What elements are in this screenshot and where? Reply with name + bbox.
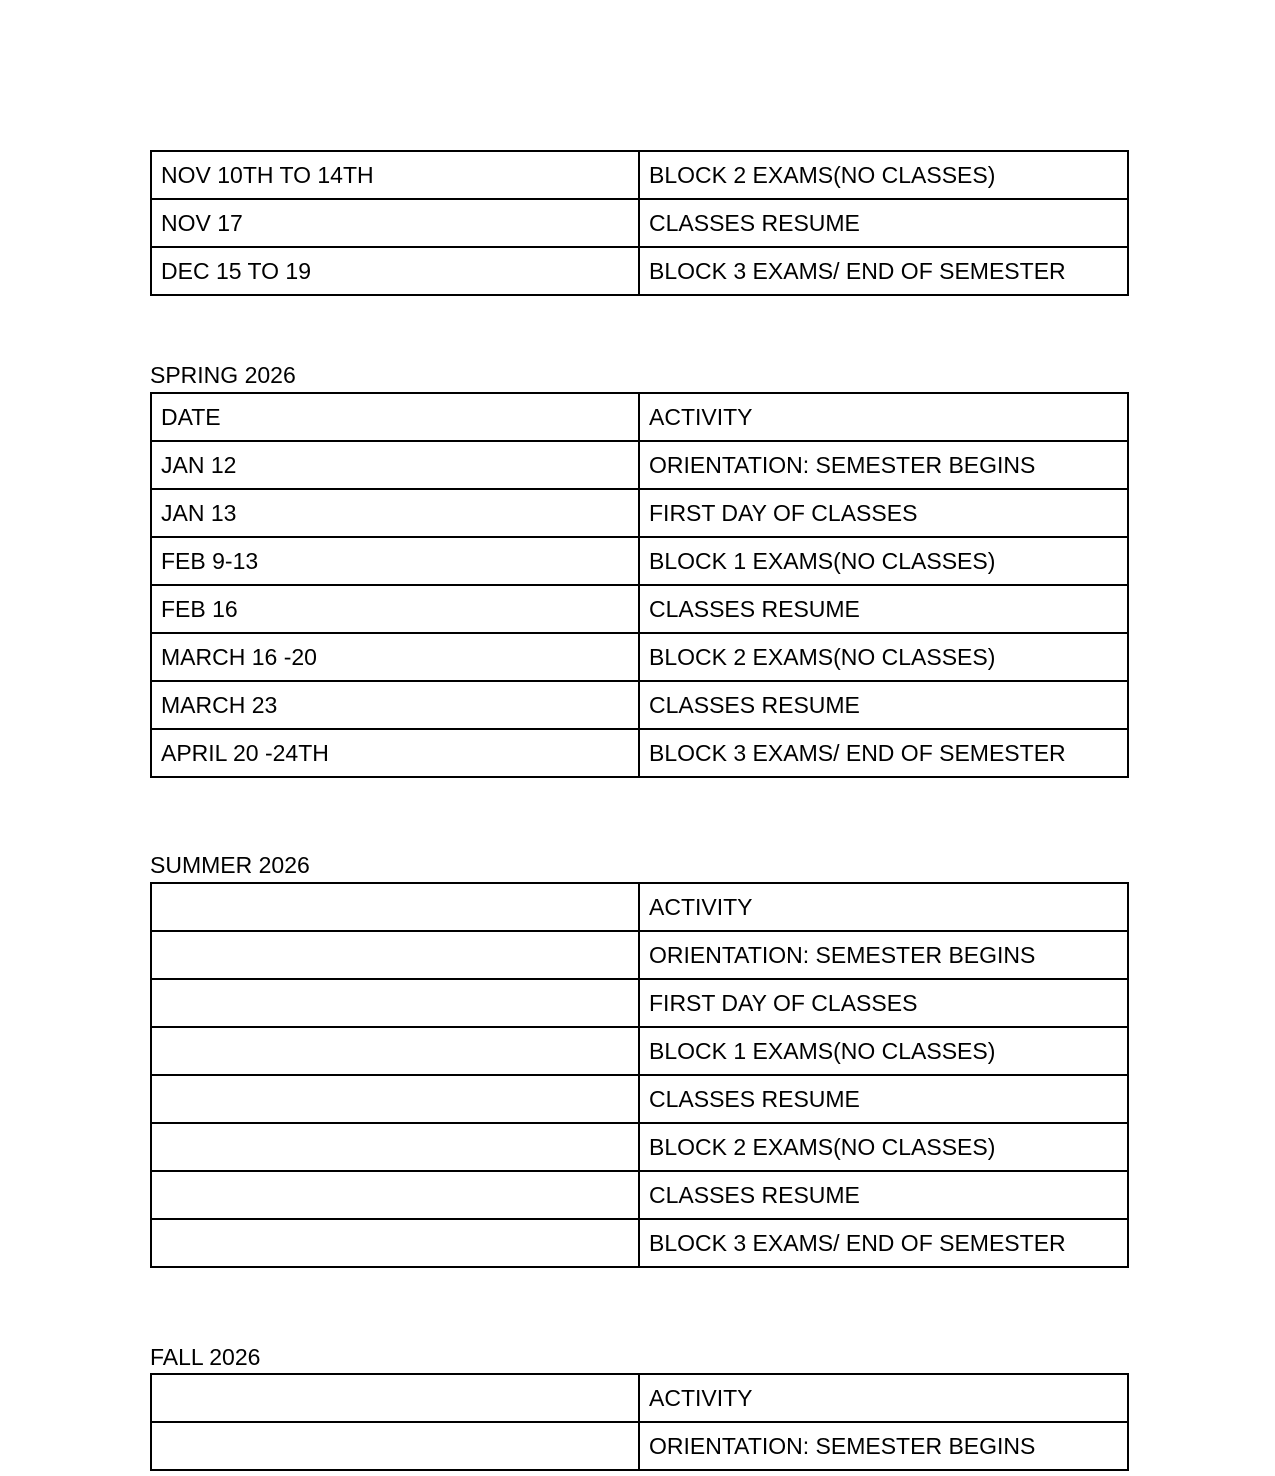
spring-2026-table <box>150 392 1129 778</box>
date-cell: MARCH 16 -20 <box>151 633 639 681</box>
activity-cell: CLASSES RESUME <box>639 585 1128 633</box>
activity-cell: BLOCK 2 EXAMS(NO CLASSES) <box>639 151 1128 199</box>
date-cell: NOV 10TH TO 14TH <box>151 151 639 199</box>
table-row <box>151 729 1128 777</box>
table-row <box>151 681 1128 729</box>
table-row <box>151 1075 1128 1123</box>
section-title: SPRING 2026 <box>150 362 296 388</box>
table-row <box>151 931 1128 979</box>
table-row <box>151 1123 1128 1171</box>
date-cell <box>151 979 639 1027</box>
activity-cell: CLASSES RESUME <box>639 1075 1128 1123</box>
activity-cell: BLOCK 2 EXAMS(NO CLASSES) <box>639 1123 1128 1171</box>
date-cell <box>151 1422 639 1470</box>
date-cell: MARCH 23 <box>151 681 639 729</box>
date-header <box>151 883 639 931</box>
activity-cell: FIRST DAY OF CLASSES <box>639 489 1128 537</box>
activity-header: ACTIVITY <box>639 1374 1128 1422</box>
activity-cell: ORIENTATION: SEMESTER BEGINS <box>639 931 1128 979</box>
fall-2025-table <box>150 150 1129 296</box>
table-header-row <box>151 883 1128 931</box>
activity-cell: BLOCK 2 EXAMS(NO CLASSES) <box>639 633 1128 681</box>
fall-2026-table <box>150 1373 1129 1471</box>
date-cell: FEB 16 <box>151 585 639 633</box>
activity-cell: ORIENTATION: SEMESTER BEGINS <box>639 1422 1128 1470</box>
table-row <box>151 633 1128 681</box>
table-row <box>151 1171 1128 1219</box>
date-cell <box>151 1171 639 1219</box>
table-header-row <box>151 393 1128 441</box>
summer-2026-table <box>150 882 1129 1268</box>
activity-cell: BLOCK 3 EXAMS/ END OF SEMESTER <box>639 1219 1128 1267</box>
table-row <box>151 441 1128 489</box>
date-cell <box>151 1027 639 1075</box>
date-header: DATE <box>151 393 639 441</box>
table-header-row <box>151 1374 1128 1422</box>
date-cell <box>151 931 639 979</box>
activity-header: ACTIVITY <box>639 393 1128 441</box>
date-cell <box>151 1075 639 1123</box>
table-row <box>151 151 1128 199</box>
date-cell: DEC 15 TO 19 <box>151 247 639 295</box>
activity-cell: BLOCK 3 EXAMS/ END OF SEMESTER <box>639 247 1128 295</box>
table-row <box>151 979 1128 1027</box>
activity-cell: CLASSES RESUME <box>639 681 1128 729</box>
section-title: FALL 2026 <box>150 1344 261 1370</box>
activity-cell: BLOCK 1 EXAMS(NO CLASSES) <box>639 537 1128 585</box>
date-cell: JAN 12 <box>151 441 639 489</box>
activity-cell: BLOCK 1 EXAMS(NO CLASSES) <box>639 1027 1128 1075</box>
table-row <box>151 1219 1128 1267</box>
activity-cell: FIRST DAY OF CLASSES <box>639 979 1128 1027</box>
section-title: SUMMER 2026 <box>150 852 310 878</box>
date-cell: FEB 9-13 <box>151 537 639 585</box>
table-row <box>151 537 1128 585</box>
date-cell <box>151 1219 639 1267</box>
table-row <box>151 1027 1128 1075</box>
activity-cell: CLASSES RESUME <box>639 199 1128 247</box>
date-cell: APRIL 20 -24TH <box>151 729 639 777</box>
activity-cell: BLOCK 3 EXAMS/ END OF SEMESTER <box>639 729 1128 777</box>
activity-cell: ORIENTATION: SEMESTER BEGINS <box>639 441 1128 489</box>
table-row <box>151 1422 1128 1470</box>
date-cell: NOV 17 <box>151 199 639 247</box>
table-row <box>151 489 1128 537</box>
table-row <box>151 585 1128 633</box>
activity-cell: CLASSES RESUME <box>639 1171 1128 1219</box>
activity-header: ACTIVITY <box>639 883 1128 931</box>
table-row <box>151 247 1128 295</box>
date-cell <box>151 1123 639 1171</box>
date-header <box>151 1374 639 1422</box>
date-cell: JAN 13 <box>151 489 639 537</box>
table-row <box>151 199 1128 247</box>
